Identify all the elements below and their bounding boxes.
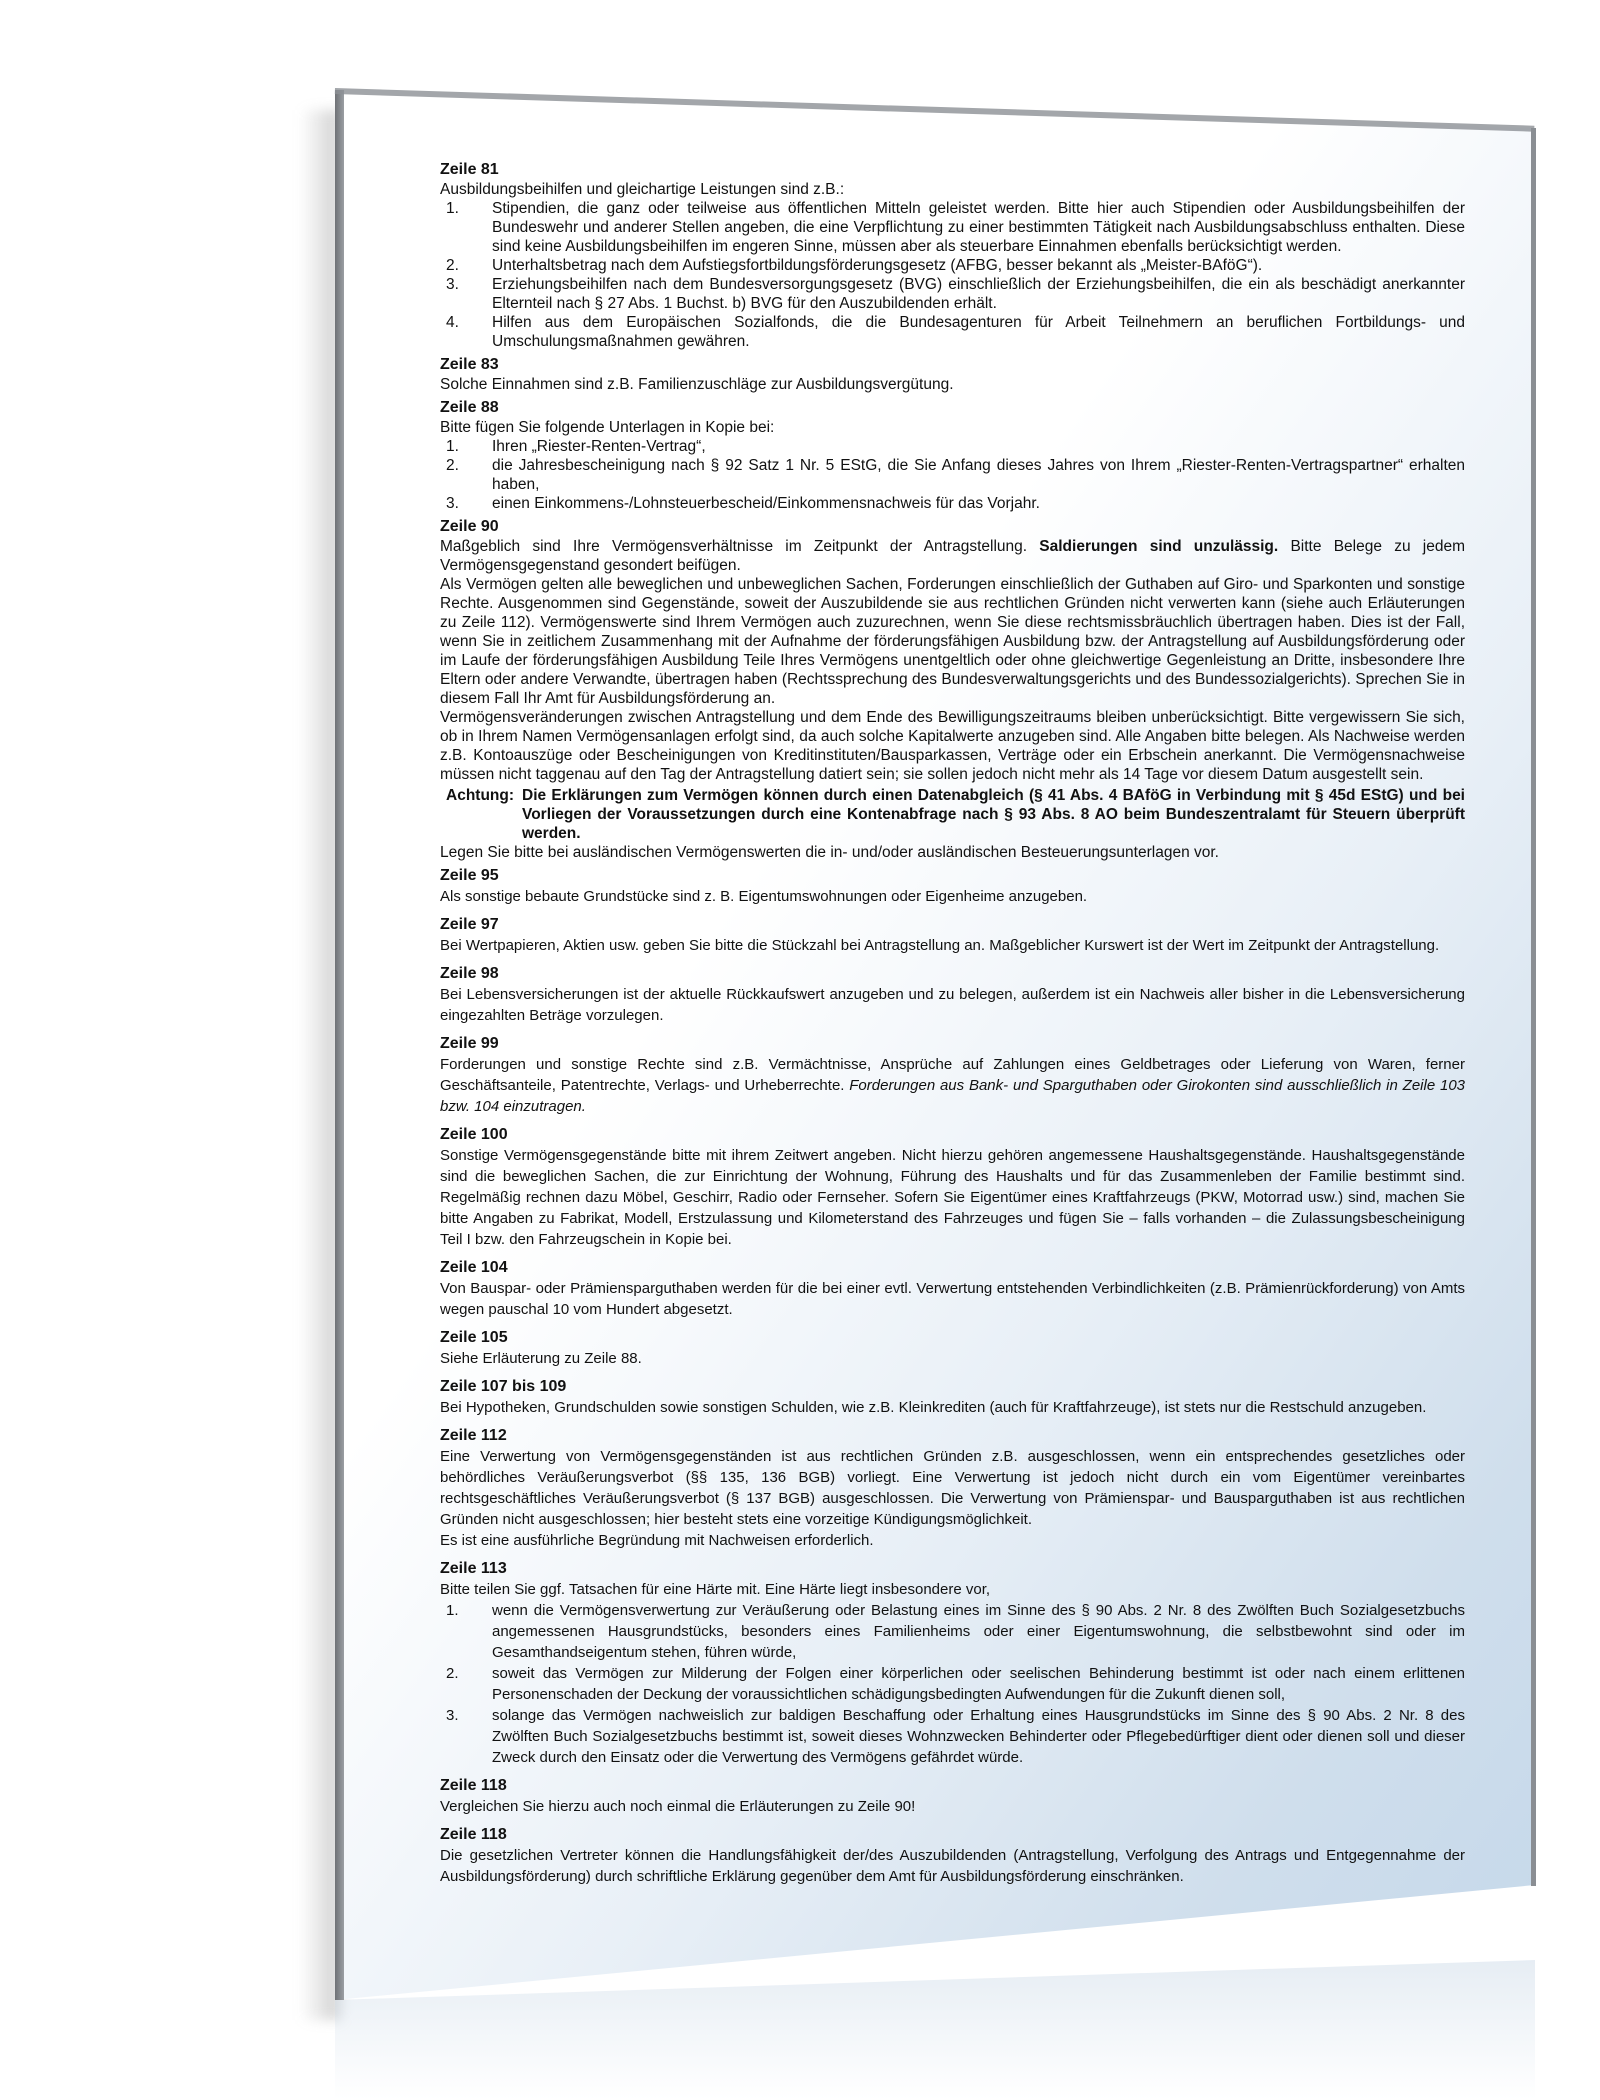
warning-label: Achtung:: [446, 787, 515, 804]
section-text: Eine Verwertung von Vermögensgegenständen ist aus rechtlichen Gründen z.B. ausgeschlossen, wenn ein entsprechendes gesetzliches oder behördliches Veräußerungsverbot (§§ 135, 136 BGB) vorliegt. Eine Verwertung ist jedoch nicht durch ein vom Eigentümer vereinbartes rechtsgeschäftliches Veräußerungsverbot (§ 137 BGB) ausgeschlossen. Die Verwertung von Prämienspar- und Bausparguthaben ist aus rechtlichen Gründen nicht ausgeschlossen; hier besteht stets eine vorzeitige Kündigungsmöglichkeit.: [440, 1448, 1465, 1528]
lower-sections: [440, 866, 1465, 1887]
numbered-list: [440, 1600, 1465, 1768]
section-title: Zeile 83: [440, 356, 499, 373]
page-shadow: [300, 110, 340, 2020]
section-text: Es ist eine ausführliche Begründung mit Nachweisen erforderlich.: [440, 1532, 874, 1549]
list-item: 1. Stipendien, die ganz oder teilweise aus öffentlichen Mitteln geleistet werden. Bitte hier auch Stipendien oder Ausbildungsbeihilfen der Bundeswehr und anderer Stellen angeben, die eine Verpflichtung zu einer bestimmten Tätigkeit nach Ausbildungsabschluss enthalten. Diese sind keine Ausbildungsbeihilfen im engeren Sinne, müssen aber als steuerbare Einnahmen ebenfalls berücksichtigt werden.: [446, 200, 1465, 255]
section-title: Zeile 99: [440, 1035, 499, 1052]
page-edge: [335, 90, 344, 2000]
section-zeile-83: [440, 355, 1465, 394]
section-title: Zeile 98: [440, 965, 499, 982]
section-paragraph: Als Vermögen gelten alle beweglichen und unbeweglichen Sachen, Forderungen einschließlich der Guthaben auf Giro- und Sparkonten und sonstige Rechte. Ausgenommen sind Gegenstände, soweit der Auszubildende sie aus rechtlichen Gründen nicht verwerten kann (siehe auch Erläuterungen zu Zeile 112). Vermögenswerte sind Ihrem Vermögen auch zuzurechnen, wenn Sie diese rechtsmissbräuchlich übertragen haben. Dies ist der Fall, wenn Sie in zeitlichem Zusammenhang mit der Aufnahme der förderungsfähigen Ausbildung bzw. der Antragstellung auf Ausbildungsförderung oder im Laufe der förderungsfähigen Ausbildung Teile Ihres Vermögens unentgeltlich oder ohne gleichwertige Gegenleistung an Dritte, insbesondere Ihre Eltern oder andere Verwandte, übertragen haben (Rechtssprechung des Bundesverwaltungsgerichts und des Bundessozialgerichts). Sprechen Sie in diesem Fall Ihr Amt für Ausbildungsförderung an.: [440, 576, 1465, 707]
section-text: Als sonstige bebaute Grundstücke sind z. B. Eigentumswohnungen oder Eigenheime anzugeben.: [440, 888, 1088, 905]
section-text: Von Bauspar- oder Prämiensparguthaben werden für die bei einer evtl. Verwertung entstehenden Verbindlichkeiten (z.B. Prämienrückforderung) von Amts wegen pauschal 10 vom Hundert abgesetzt.: [440, 1280, 1465, 1318]
section-zeile-113: [440, 1559, 1465, 1768]
section-title: Zeile 95: [440, 867, 499, 884]
section-title: Zeile 97: [440, 916, 499, 933]
warning-text: Die Erklärungen zum Vermögen können durch einen Datenabgleich (§ 41 Abs. 4 BAföG in Verbindung mit § 45d EStG) und bei Vorliegen der Voraussetzungen durch eine Kontenabfrage nach § 93 Abs. 8 AO beim Bundeszentralamt für Steuern überprüft werden.: [522, 787, 1465, 842]
section-title: Zeile 113: [440, 1560, 507, 1577]
emphasis-text: Saldierungen sind unzulässig.: [1039, 538, 1279, 555]
section-text: Solche Einnahmen sind z.B. Familienzuschläge zur Ausbildungsvergütung.: [440, 376, 954, 393]
section-text: Bei Hypotheken, Grundschulden sowie sonstigen Schulden, wie z.B. Kleinkrediten (auch für Kraftfahrzeuge), ist stets nur die Restschuld anzugeben.: [440, 1399, 1427, 1416]
list-item: 4. Hilfen aus dem Europäischen Sozialfonds, die die Bundesagenturen für Arbeit Teilnehmern an beruflichen Fortbildungs- und Umschulungsmaßnahmen gewähren.: [446, 314, 1465, 350]
section-title: Zeile 90: [440, 518, 499, 535]
section-title: Zeile 107 bis 109: [440, 1378, 567, 1395]
section-title: Zeile 81: [440, 161, 499, 178]
section-zeile-98: [440, 964, 1465, 1026]
document-content: [440, 160, 1465, 1895]
section-zeile-88: [440, 398, 1465, 513]
italic-note: Forderungen aus Bank- und Sparguthaben oder Girokonten sind ausschließlich in Zeile 103 bzw. 104 einzutragen.: [440, 1077, 1465, 1115]
list-item: 3. einen Einkommens-/Lohnsteuerbescheid/Einkommensnachweis für das Vorjahr.: [446, 495, 1040, 512]
section-paragraph: Vermögensveränderungen zwischen Antragstellung und dem Ende des Bewilligungszeitraums bleiben unberücksichtigt. Bitte vergewissern Sie sich, ob in Ihrem Namen Vermögensanlagen erfolgt sind, da auch solche Kapitalwerte anzugeben sind. Alle Angaben bitte belegen. Als Nachweise werden z.B. Kontoauszüge oder Bescheinigungen von Kreditinstituten/Bausparkassen, Verträge oder ein Erbschein anerkannt. Die Vermögensnachweise müssen nicht taggenau auf den Tag der Antragstellung datiert sein; sie sollen jedoch nicht mehr als 14 Tage vor diesem Datum ausgestellt sein.: [440, 709, 1465, 783]
section-zeile-81: [440, 160, 1465, 351]
section-title: Zeile 118: [440, 1826, 507, 1843]
section-zeile-97: [440, 915, 1465, 956]
section-title: Zeile 88: [440, 399, 499, 416]
section-zeile-104: [440, 1258, 1465, 1320]
section-paragraph: Maßgeblich sind Ihre Vermögensverhältnisse im Zeitpunkt der Antragstellung. Saldierungen sind unzulässig. Bitte Belege zu jedem Vermögensgegenstand gesondert beifügen.: [440, 538, 1466, 574]
list-item: 2. soweit das Vermögen zur Milderung der Folgen einer körperlichen oder seelischen Behinderung bestimmt ist oder nach einem erlittenen Personenschaden der Deckung der voraussichtlichen schädigungsbedingten Aufwendungen für die Zukunft dienen soll,: [446, 1665, 1465, 1703]
warning-note: [440, 786, 1465, 843]
numbered-list: [440, 199, 1465, 351]
page-edge-right: [1531, 128, 1536, 1886]
list-item: 1. wenn die Vermögensverwertung zur Veräußerung oder Belastung eines im Sinne des § 90 Abs. 2 Nr. 8 des Zwölften Buch Sozialgesetzbuchs angemessenen Hausgrundstücks, besonders eines Familienheims oder einer Eigentumswohnung, die selbstbewohnt sind oder im Gesamthandseigentum stehen, führen würde,: [446, 1602, 1465, 1661]
section-zeile-112: [440, 1426, 1465, 1551]
section-zeile-118-b: [440, 1825, 1465, 1887]
section-paragraph: Legen Sie bitte bei ausländischen Vermögenswerten die in- und/oder ausländischen Besteuerungsunterlagen vor.: [440, 844, 1219, 861]
section-title: Zeile 104: [440, 1259, 508, 1276]
section-zeile-105: [440, 1328, 1465, 1369]
section-title: Zeile 105: [440, 1329, 508, 1346]
list-item: 3. Erziehungsbeihilfen nach dem Bundesversorgungsgesetz (BVG) einschließlich der Erziehungsbeihilfen, die ein als beschädigt anerkannter Elternteil nach § 27 Abs. 1 Buchst. b) BVG für den Auszubildenden erhält.: [446, 276, 1465, 312]
section-text: Die gesetzlichen Vertreter können die Handlungsfähigkeit der/des Auszubildenden (Antragstellung, Verfolgung des Antrags und Entgegennahme der Ausbildungsförderung) durch schriftliche Erklärung gegenüber dem Amt für Ausbildungsförderung einschränken.: [440, 1847, 1465, 1885]
section-zeile-99: [440, 1034, 1465, 1117]
section-text: Sonstige Vermögensgegenstände bitte mit ihrem Zeitwert angeben. Nicht hierzu gehören angemessene Haushaltsgegenstände. Haushaltsgegenstände sind die beweglichen Sachen, die zur Einrichtung der Wohnung, Führung des Haushalts und für das Zusammenleben der Familie bestimmt sind. Regelmäßig rechnen dazu Möbel, Geschirr, Radio oder Fernseher. Sofern Sie Eigentümer eines Kraftfahrzeugs (PKW, Motorrad usw.) sind, machen Sie bitte Angaben zu Fabrikat, Modell, Erstzulassung und Kilometerstand des Fahrzeuges und fügen Sie – falls vorhanden – die Zulassungsbescheinigung Teil I bzw. den Fahrzeugschein in Kopie bei.: [440, 1147, 1465, 1248]
list-item: 2. die Jahresbescheinigung nach § 92 Satz 1 Nr. 5 EStG, die Sie Anfang dieses Jahres von Ihrem „Riester-Renten-Vertragspartner“ erhalten haben,: [446, 457, 1465, 493]
list-item: 3. solange das Vermögen nachweislich zur baldigen Beschaffung oder Erhaltung eines Hausgrundstücks im Sinne des § 90 Abs. 2 Nr. 8 des Zwölften Buch Sozialgesetzbuchs bestimmt ist, soweit dieses Wohnzwecken Behinderter oder Pflegebedürftiger dient oder dienen soll und dieser Zweck durch den Einsatz oder die Verwertung des Vermögens gefährdet würde.: [446, 1707, 1465, 1766]
section-text: Vergleichen Sie hierzu auch noch einmal die Erläuterungen zu Zeile 90!: [440, 1798, 916, 1815]
section-text: Bei Lebensversicherungen ist der aktuelle Rückkaufswert anzugeben und zu belegen, außerdem ist ein Nachweis aller bisher in die Lebensversicherung eingezahlten Beträge vorzulegen.: [440, 986, 1465, 1024]
section-title: Zeile 100: [440, 1126, 508, 1143]
list-item: 2. Unterhaltsbetrag nach dem Aufstiegsfortbildungsförderungsgesetz (AFBG, besser bekannt als „Meister-BAföG“).: [446, 257, 1263, 274]
section-intro: Bitte fügen Sie folgende Unterlagen in Kopie bei:: [440, 419, 775, 436]
section-intro: Bitte teilen Sie ggf. Tatsachen für eine Härte mit. Eine Härte liegt insbesondere vor,: [440, 1581, 991, 1598]
section-zeile-95: [440, 866, 1465, 907]
section-text: Forderungen und sonstige Rechte sind z.B. Vermächtnisse, Ansprüche auf Zahlungen eines Geldbetrages oder Lieferung von Waren, ferner Geschäftsanteile, Patentrechte, Verlags- und Urheberrechte. Forderungen aus Bank- und Sparguthaben oder Girokonten sind ausschließlich in Zeile 103 bzw. 104 einzutragen.: [440, 1056, 1465, 1115]
section-title: Zeile 118: [440, 1777, 507, 1794]
section-zeile-107-109: [440, 1377, 1465, 1418]
section-zeile-90: [440, 517, 1465, 862]
section-text: Siehe Erläuterung zu Zeile 88.: [440, 1350, 642, 1367]
section-title: Zeile 112: [440, 1427, 507, 1444]
section-zeile-118-a: [440, 1776, 1465, 1817]
list-item: 1. Ihren „Riester-Renten-Vertrag“,: [446, 438, 706, 455]
section-text: Bei Wertpapieren, Aktien usw. geben Sie bitte die Stückzahl bei Antragstellung an. Maßgeblicher Kurswert ist der Wert im Zeitpunkt der Antragstellung.: [440, 937, 1440, 954]
numbered-list: [440, 437, 1465, 513]
section-zeile-100: [440, 1125, 1465, 1250]
section-intro: Ausbildungsbeihilfen und gleichartige Leistungen sind z.B.:: [440, 181, 845, 198]
